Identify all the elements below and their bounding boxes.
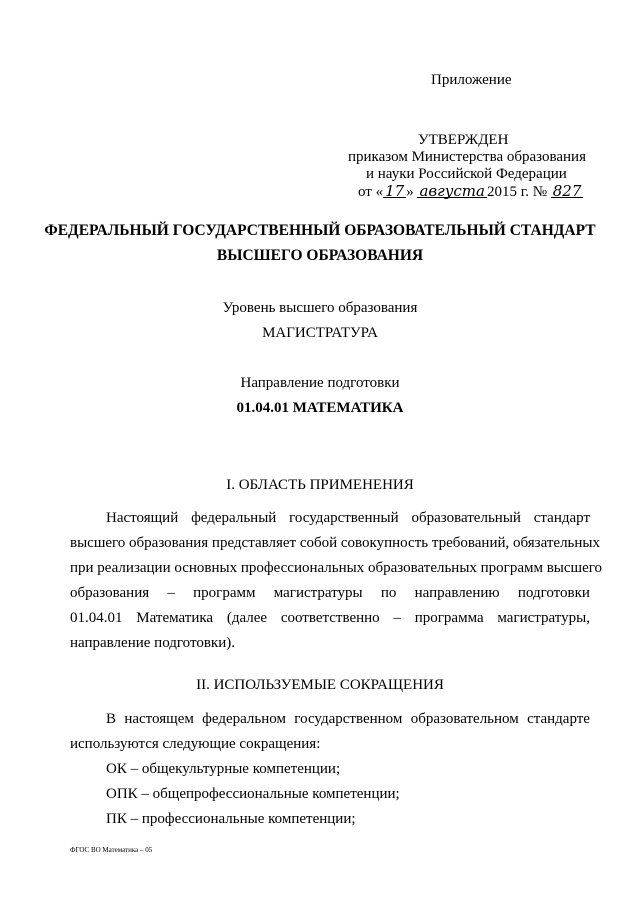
appendix-label: Приложение [431,72,512,88]
word: стандарте [527,711,590,727]
abbreviation-item: ОПК – общепрофессиональные компетенции; [106,786,400,802]
word: образования [70,585,150,601]
word: 01.04.01 [70,610,123,626]
word: магистратуры, [497,610,590,626]
date-mid: » [406,184,414,200]
word: государственный [289,510,399,526]
word: по [380,585,397,601]
document-title-line-2: ВЫСШЕГО ОБРАЗОВАНИЯ [216,247,424,264]
date-year: 2015 г. № [486,184,548,200]
word: образовательном [410,711,519,727]
word: (далее [226,610,268,626]
word: подготовки [517,585,590,601]
abbreviation-item: ОК – общекультурные компетенции; [106,761,341,777]
word: В [106,711,117,727]
date-month: августа [419,182,485,200]
word: Математика [136,610,214,626]
section-1-line-4 [70,584,590,602]
page-footer: ФГОС ВО Математика – 05 [70,846,153,854]
order-line-1: приказом Министерства образования [348,149,586,165]
date-day: 17 [385,182,405,200]
abbreviation-item: ПК – профессиональные компетенции; [106,811,356,827]
date-prefix: от « [358,184,384,200]
level-label: Уровень высшего образования [222,300,418,316]
word: – [167,585,175,601]
word: настоящем [124,711,194,727]
word: направлению [414,585,500,601]
word: федеральном [202,711,286,727]
section-1-line-3: при реализации основных профессиональных образовательных программ высшего [70,560,603,576]
word: государственном [294,711,403,727]
section-2-intro-line-2: используются следующие сокращения: [70,736,321,752]
section-2-intro-line-1 [106,710,590,728]
section-1-line-6: направление подготовки). [70,635,235,651]
word: программ [193,585,256,601]
order-number: 827 [552,182,582,200]
order-line-2: и науки Российской Федерации [366,166,567,182]
section-1-heading: I. ОБЛАСТЬ ПРИМЕНЕНИЯ [226,477,414,493]
word: программа [414,610,484,626]
word: соответственно [280,610,380,626]
word: – [393,610,401,626]
document-title-line-1: ФЕДЕРАЛЬНЫЙ ГОСУДАРСТВЕННЫЙ ОБРАЗОВАТЕЛЬНЫЙ СТАНДАРТ [44,222,596,239]
word: федеральный [191,510,277,526]
section-1-line-2: высшего образования представляет собой совокупность требований, обязательных [70,535,600,551]
level-value: МАГИСТРАТУРА [262,325,378,341]
section-2-heading: II. ИСПОЛЬЗУЕМЫЕ СОКРАЩЕНИЯ [196,677,444,693]
section-1-line-1 [106,509,590,527]
word: стандарт [533,510,590,526]
direction-label: Направление подготовки [240,375,400,391]
word: Настоящий [106,510,179,526]
word: образовательный [411,510,521,526]
approved-label: УТВЕРЖДЕН [418,132,509,148]
word: магистратуры [273,585,363,601]
direction-value: 01.04.01 МАТЕМАТИКА [236,400,404,416]
section-1-line-5 [70,609,590,627]
order-date-line [358,182,583,201]
